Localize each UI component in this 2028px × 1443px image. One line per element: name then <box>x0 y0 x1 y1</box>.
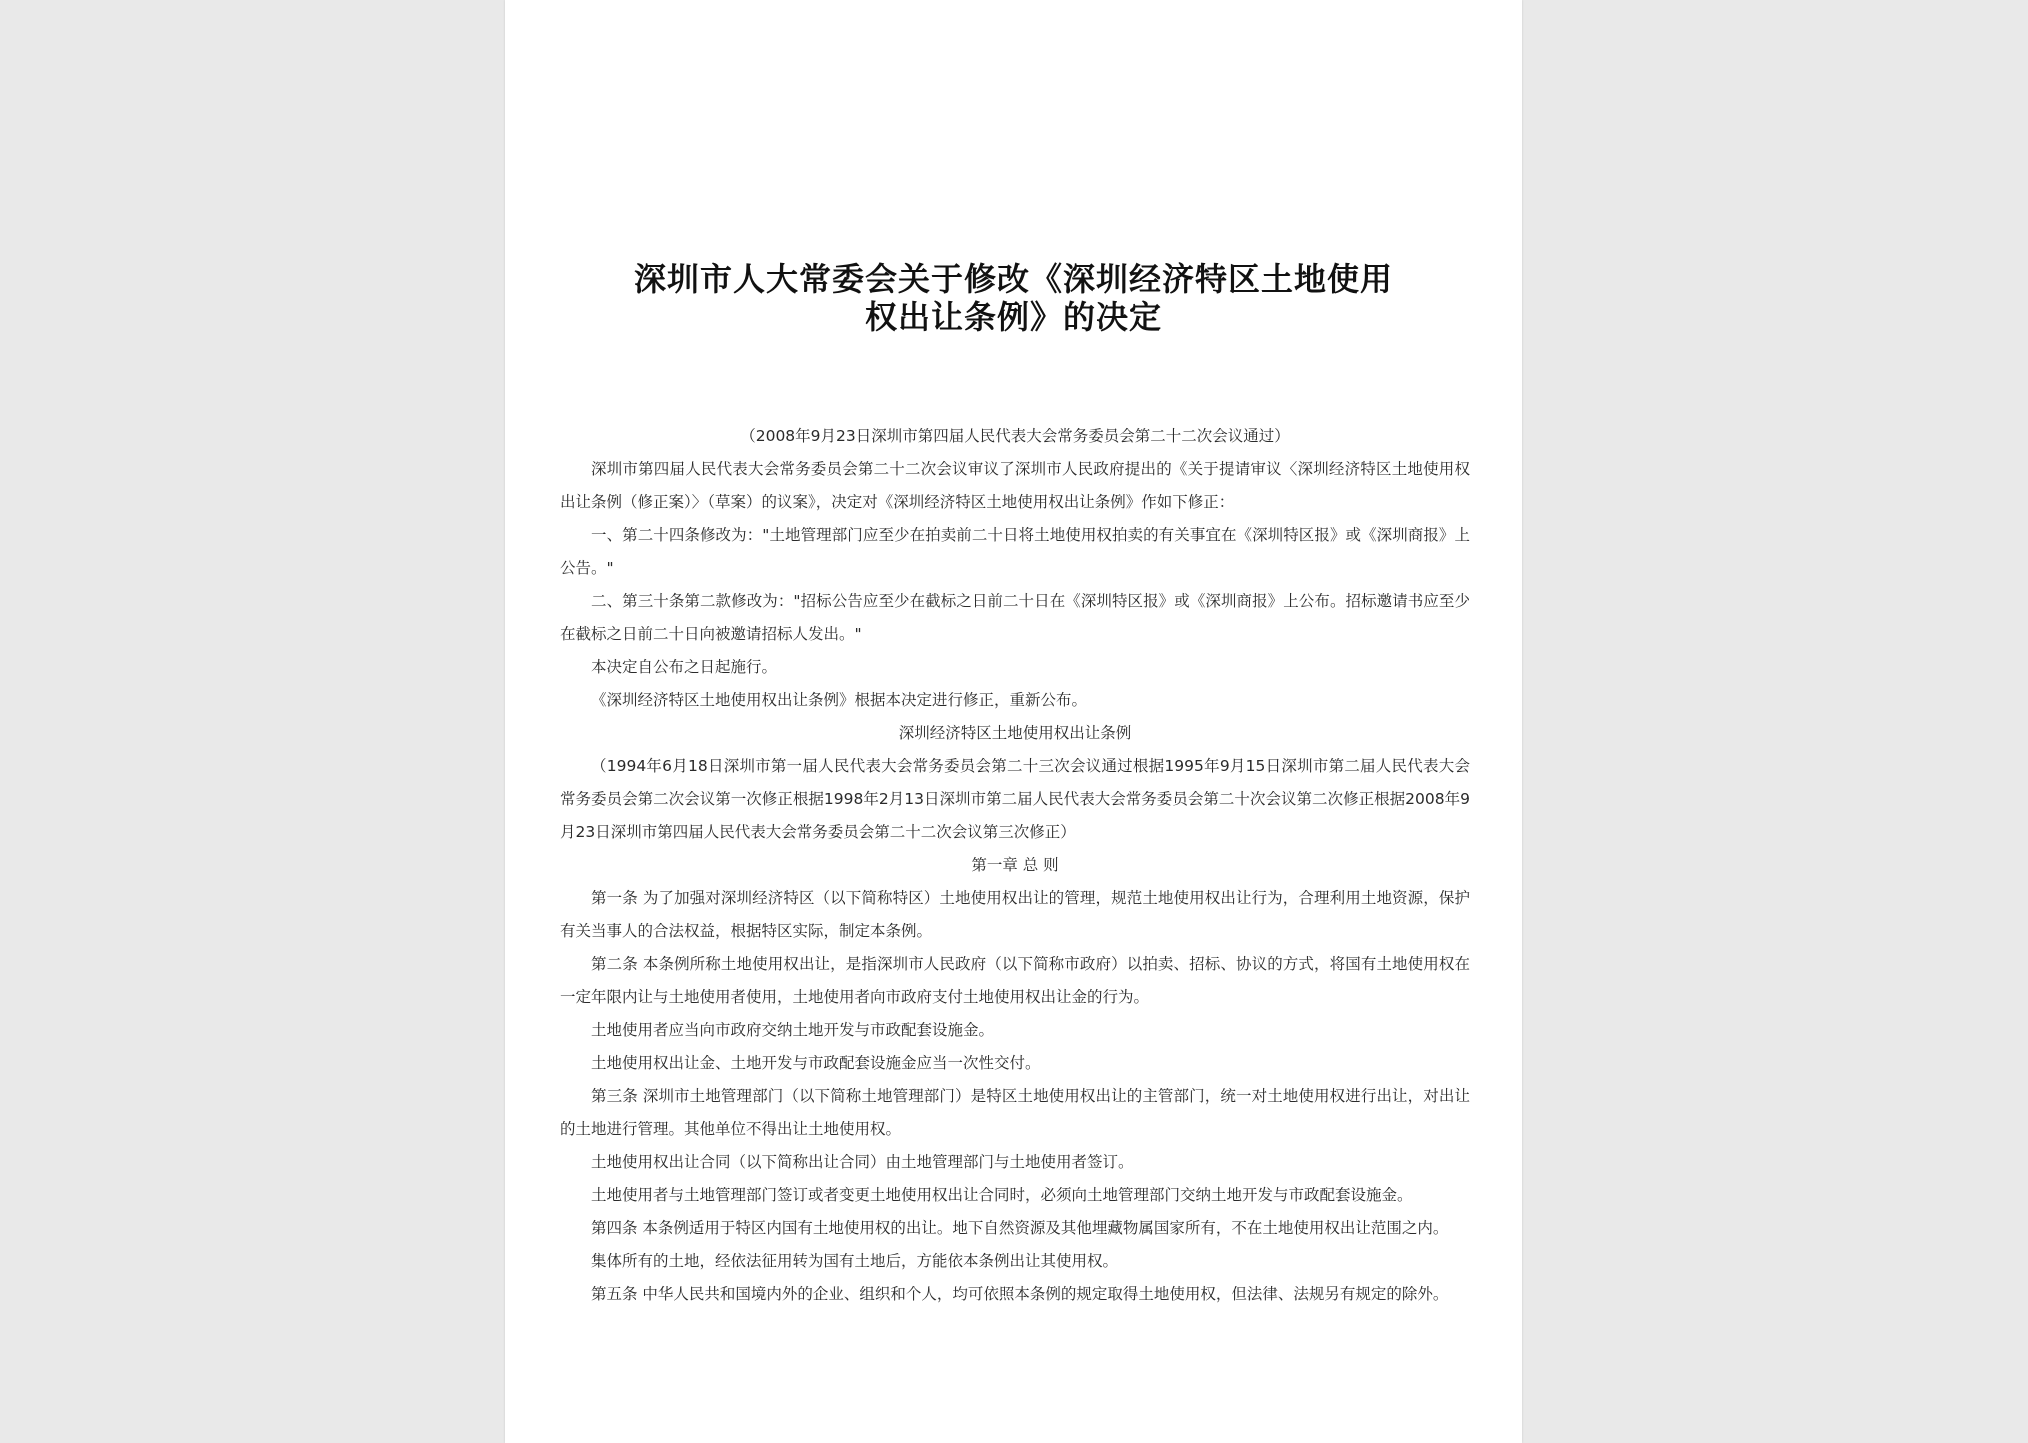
paragraph: 第一条 为了加强对深圳经济特区（以下简称特区）土地使用权出让的管理，规范土地使用权出让行为，合理利用土地资源，保护有关当事人的合法权益，根据特区实际，制定本条例。 <box>560 889 1470 940</box>
paragraph: 土地使用者应当向市政府交纳土地开发与市政配套设施金。 <box>591 1021 995 1039</box>
document-page <box>505 0 1522 1443</box>
paragraph: 土地使用者与土地管理部门签订或者变更土地使用权出让合同时，必须向土地管理部门交纳土地开发与市政配套设施金。 <box>591 1186 1413 1204</box>
paragraph: 深圳市第四届人民代表大会常务委员会第二十二次会议审议了深圳市人民政府提出的《关于提请审议〈深圳经济特区土地使用权出让条例（修正案）〉（草案）的议案》，决定对《深圳经济特区土地使用权出让条例》作如下修正： <box>560 460 1470 511</box>
paragraph: 一、第二十四条修改为："土地管理部门应至少在拍卖前二十日将土地使用权拍卖的有关事宜在《深圳特区报》或《深圳商报》上公告。" <box>560 526 1470 577</box>
paragraph: 第四条 本条例适用于特区内国有土地使用权的出让。地下自然资源及其他埋藏物属国家所有，不在土地使用权出让范围之内。 <box>591 1219 1449 1237</box>
title-line-1: 深圳市人大常委会关于修改《深圳经济特区土地使用 <box>633 260 1393 298</box>
document-title <box>595 260 1432 336</box>
paragraph: 二、第三十条第二款修改为："招标公告应至少在截标之日前二十日在《深圳特区报》或《深圳商报》上公布。招标邀请书应至少在截标之日前二十日向被邀请招标人发出。" <box>560 592 1470 643</box>
document-body <box>560 420 1470 1311</box>
paragraph: （2008年9月23日深圳市第四届人民代表大会常务委员会第二十二次会议通过） <box>740 427 1290 445</box>
paragraph: 第二条 本条例所称土地使用权出让，是指深圳市人民政府（以下简称市政府）以拍卖、招标、协议的方式，将国有土地使用权在一定年限内让与土地使用者使用，土地使用者向市政府支付土地使用权出让金的行为。 <box>560 955 1470 1006</box>
paragraph: 第一章 总 则 <box>971 856 1059 874</box>
paragraph: 土地使用权出让合同（以下简称出让合同）由土地管理部门与土地使用者签订。 <box>591 1153 1134 1171</box>
paragraph: 本决定自公布之日起施行。 <box>591 658 778 676</box>
paragraph: 《深圳经济特区土地使用权出让条例》根据本决定进行修正，重新公布。 <box>591 691 1088 709</box>
paragraph: 集体所有的土地，经依法征用转为国有土地后，方能依本条例出让其使用权。 <box>591 1252 1119 1270</box>
paragraph: 土地使用权出让金、土地开发与市政配套设施金应当一次性交付。 <box>591 1054 1041 1072</box>
paragraph: 第五条 中华人民共和国境内外的企业、组织和个人，均可依照本条例的规定取得土地使用权，但法律、法规另有规定的除外。 <box>591 1285 1449 1303</box>
title-line-2: 权出让条例》的决定 <box>864 298 1162 336</box>
paragraph: 第三条 深圳市土地管理部门（以下简称土地管理部门）是特区土地使用权出让的主管部门，统一对土地使用权进行出让，对出让的土地进行管理。其他单位不得出让土地使用权。 <box>560 1087 1470 1138</box>
paragraph: 深圳经济特区土地使用权出让条例 <box>898 724 1132 742</box>
paragraph: （1994年6月18日深圳市第一届人民代表大会常务委员会第二十三次会议通过根据1995年9月15日深圳市第二届人民代表大会常务委员会第二次会议第一次修正根据1998年2月13日深圳市第二届人民代表大会常务委员会第二十次会议第二次修正根据2008年9月23日深圳市第四届人民代表大会常务委员会第二十二次会议第三次修正） <box>560 757 1470 841</box>
